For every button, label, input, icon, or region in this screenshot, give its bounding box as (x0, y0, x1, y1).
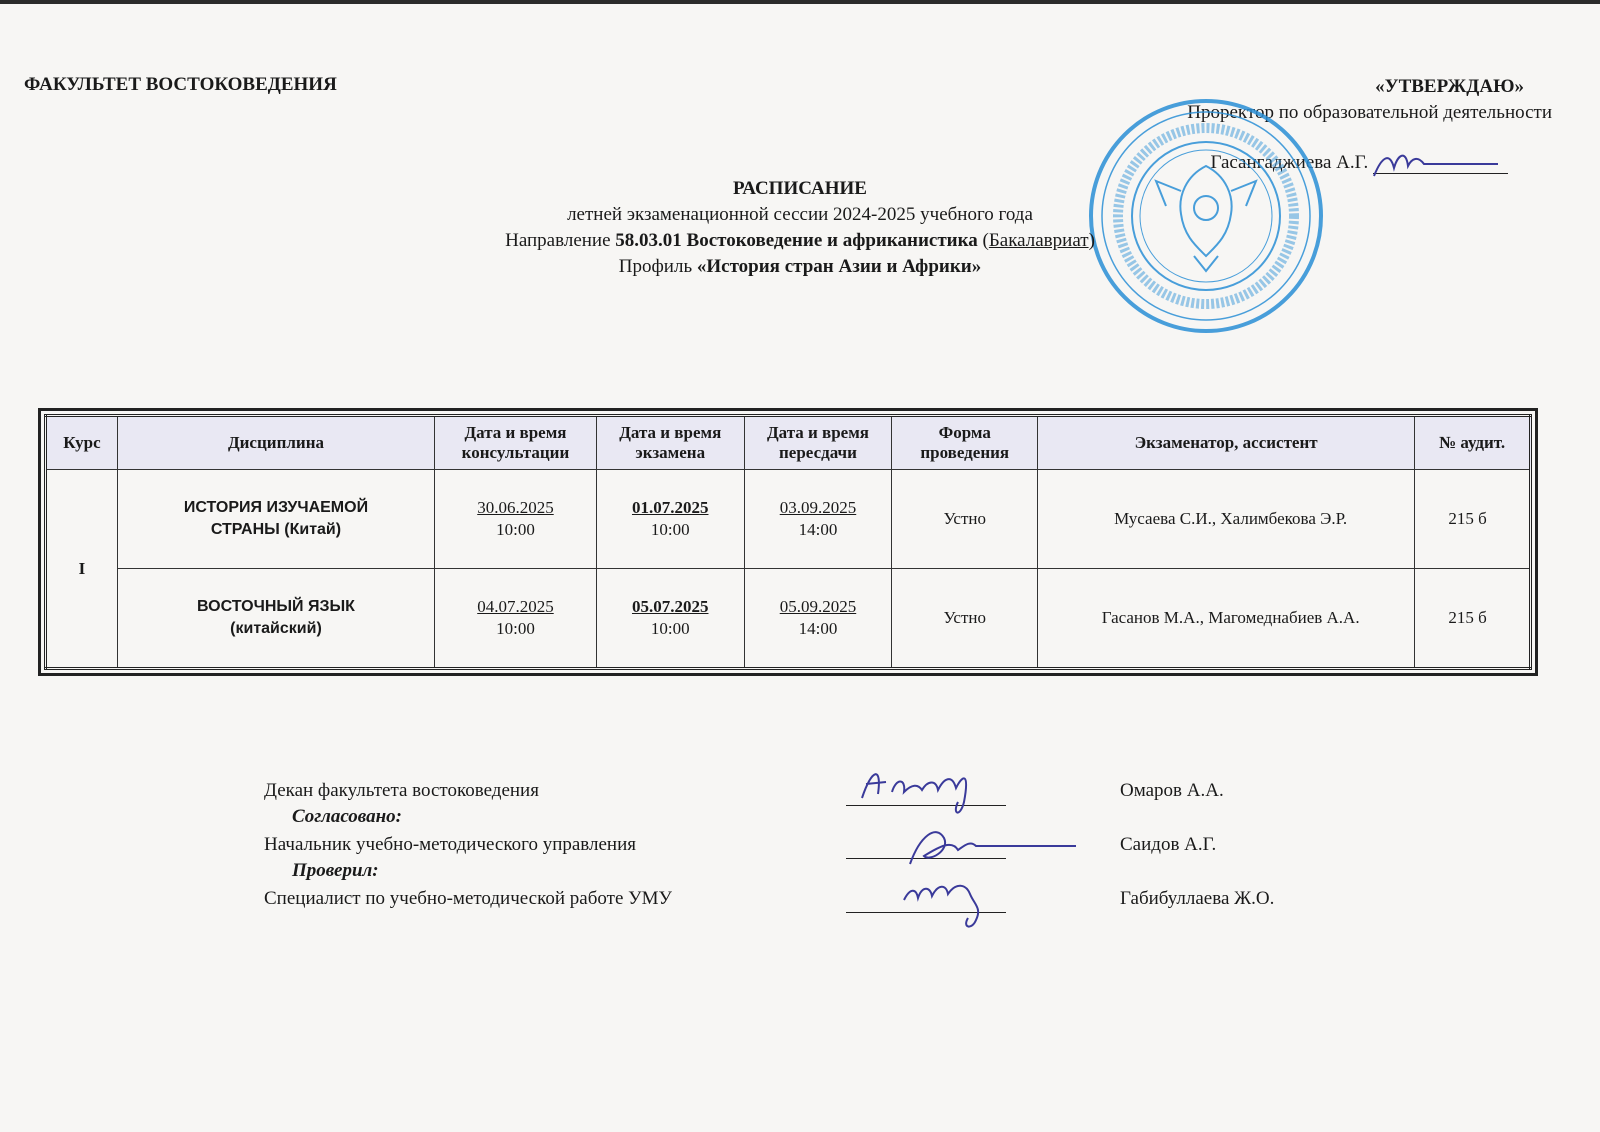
exam-date: 01.07.2025 (631, 498, 709, 517)
dean-role: Декан факультета востоковедения (264, 780, 539, 801)
checked-label: Проверил: (292, 860, 379, 881)
retake-cell (744, 569, 892, 669)
retake-date: 05.09.2025 (779, 597, 857, 616)
direction-level: Бакалавриат (988, 230, 1089, 251)
specialist-signature-icon (896, 868, 1006, 938)
direction-name: 58.03.01 Востоковедение и африканистика (615, 230, 978, 251)
head-name: Саидов А.Г. (1120, 834, 1217, 855)
retake-time: 14:00 (798, 520, 838, 539)
table-row (46, 569, 1531, 669)
examiner-cell: Гасанов М.А., Магомеднабиев А.А. (1038, 569, 1415, 669)
header-examiner: Экзаменатор, ассистент (1038, 416, 1415, 470)
head-role: Начальник учебно-методического управления (264, 834, 637, 855)
header-retake: Дата и время пересдачи (744, 416, 892, 470)
consult-date: 30.06.2025 (477, 498, 554, 517)
prorector-signature-icon (1368, 146, 1508, 186)
direction-prefix: Направление (505, 230, 616, 251)
consultation-cell (435, 569, 597, 669)
room-cell: 215 б (1415, 470, 1531, 569)
consult-time: 10:00 (496, 520, 535, 539)
header-exam: Дата и время экзамена (596, 416, 744, 470)
prorector-name: Гасангаджиева А.Г. (1210, 152, 1369, 173)
direction-line: Направление 58.03.01 Востоковедение и африканистика (Бакалавриат) (505, 230, 1095, 251)
table-header-row (46, 416, 1531, 470)
header-form: Форма проведения (892, 416, 1038, 470)
approve-label: «УТВЕРЖДАЮ» (1375, 76, 1524, 97)
profile-name: «История стран Азии и Африки» (696, 256, 982, 277)
retake-cell (744, 470, 892, 569)
consult-date: 04.07.2025 (477, 597, 554, 616)
retake-date: 03.09.2025 (779, 498, 857, 517)
header-course: Курс (46, 416, 118, 470)
course-cell: I (46, 470, 118, 669)
dean-name: Омаров А.А. (1120, 780, 1224, 801)
prorector-title: Проректор по образовательной деятельности (1187, 102, 1552, 123)
header-room: № аудит. (1415, 416, 1531, 470)
table-row (46, 470, 1531, 569)
discipline-cell (117, 569, 434, 669)
room-cell: 215 б (1415, 569, 1531, 669)
specialist-role: Специалист по учебно-методической работе УМУ (264, 888, 672, 909)
header-discipline: Дисциплина (117, 416, 434, 470)
exam-cell (596, 470, 744, 569)
agreed-label: Согласовано: (292, 806, 403, 827)
examiner-cell: Мусаева С.И., Халимбекова Э.Р. (1038, 470, 1415, 569)
exam-date: 05.07.2025 (631, 597, 709, 616)
session-line: летней экзаменационной сессии 2024-2025 учебного года (567, 204, 1033, 225)
consultation-cell (435, 470, 597, 569)
exam-cell (596, 569, 744, 669)
discipline-line1: ИСТОРИЯ ИЗУЧАЕМОЙ (183, 499, 369, 516)
faculty-title: ФАКУЛЬТЕТ ВОСТОКОВЕДЕНИЯ (24, 74, 337, 95)
profile-prefix: Профиль (618, 256, 697, 277)
exam-time: 10:00 (650, 520, 690, 539)
form-cell: Устно (892, 569, 1038, 669)
discipline-line2: (китайский) (230, 620, 322, 637)
discipline-cell (117, 470, 434, 569)
exam-time: 10:00 (650, 619, 690, 638)
form-cell: Устно (892, 470, 1038, 569)
header-consultation: Дата и время консультации (435, 416, 597, 470)
document-title: РАСПИСАНИЕ (733, 178, 867, 199)
exam-schedule-table (44, 414, 1532, 670)
retake-time: 14:00 (798, 619, 838, 638)
specialist-name: Габибуллаева Ж.О. (1120, 888, 1275, 909)
profile-line (0, 256, 1600, 278)
consult-time: 10:00 (496, 619, 535, 638)
discipline-line2: СТРАНЫ (Китай) (210, 521, 342, 538)
discipline-line1: ВОСТОЧНЫЙ ЯЗЫК (197, 598, 355, 615)
top-edge (0, 0, 1600, 4)
head-signature-icon (900, 816, 1080, 876)
